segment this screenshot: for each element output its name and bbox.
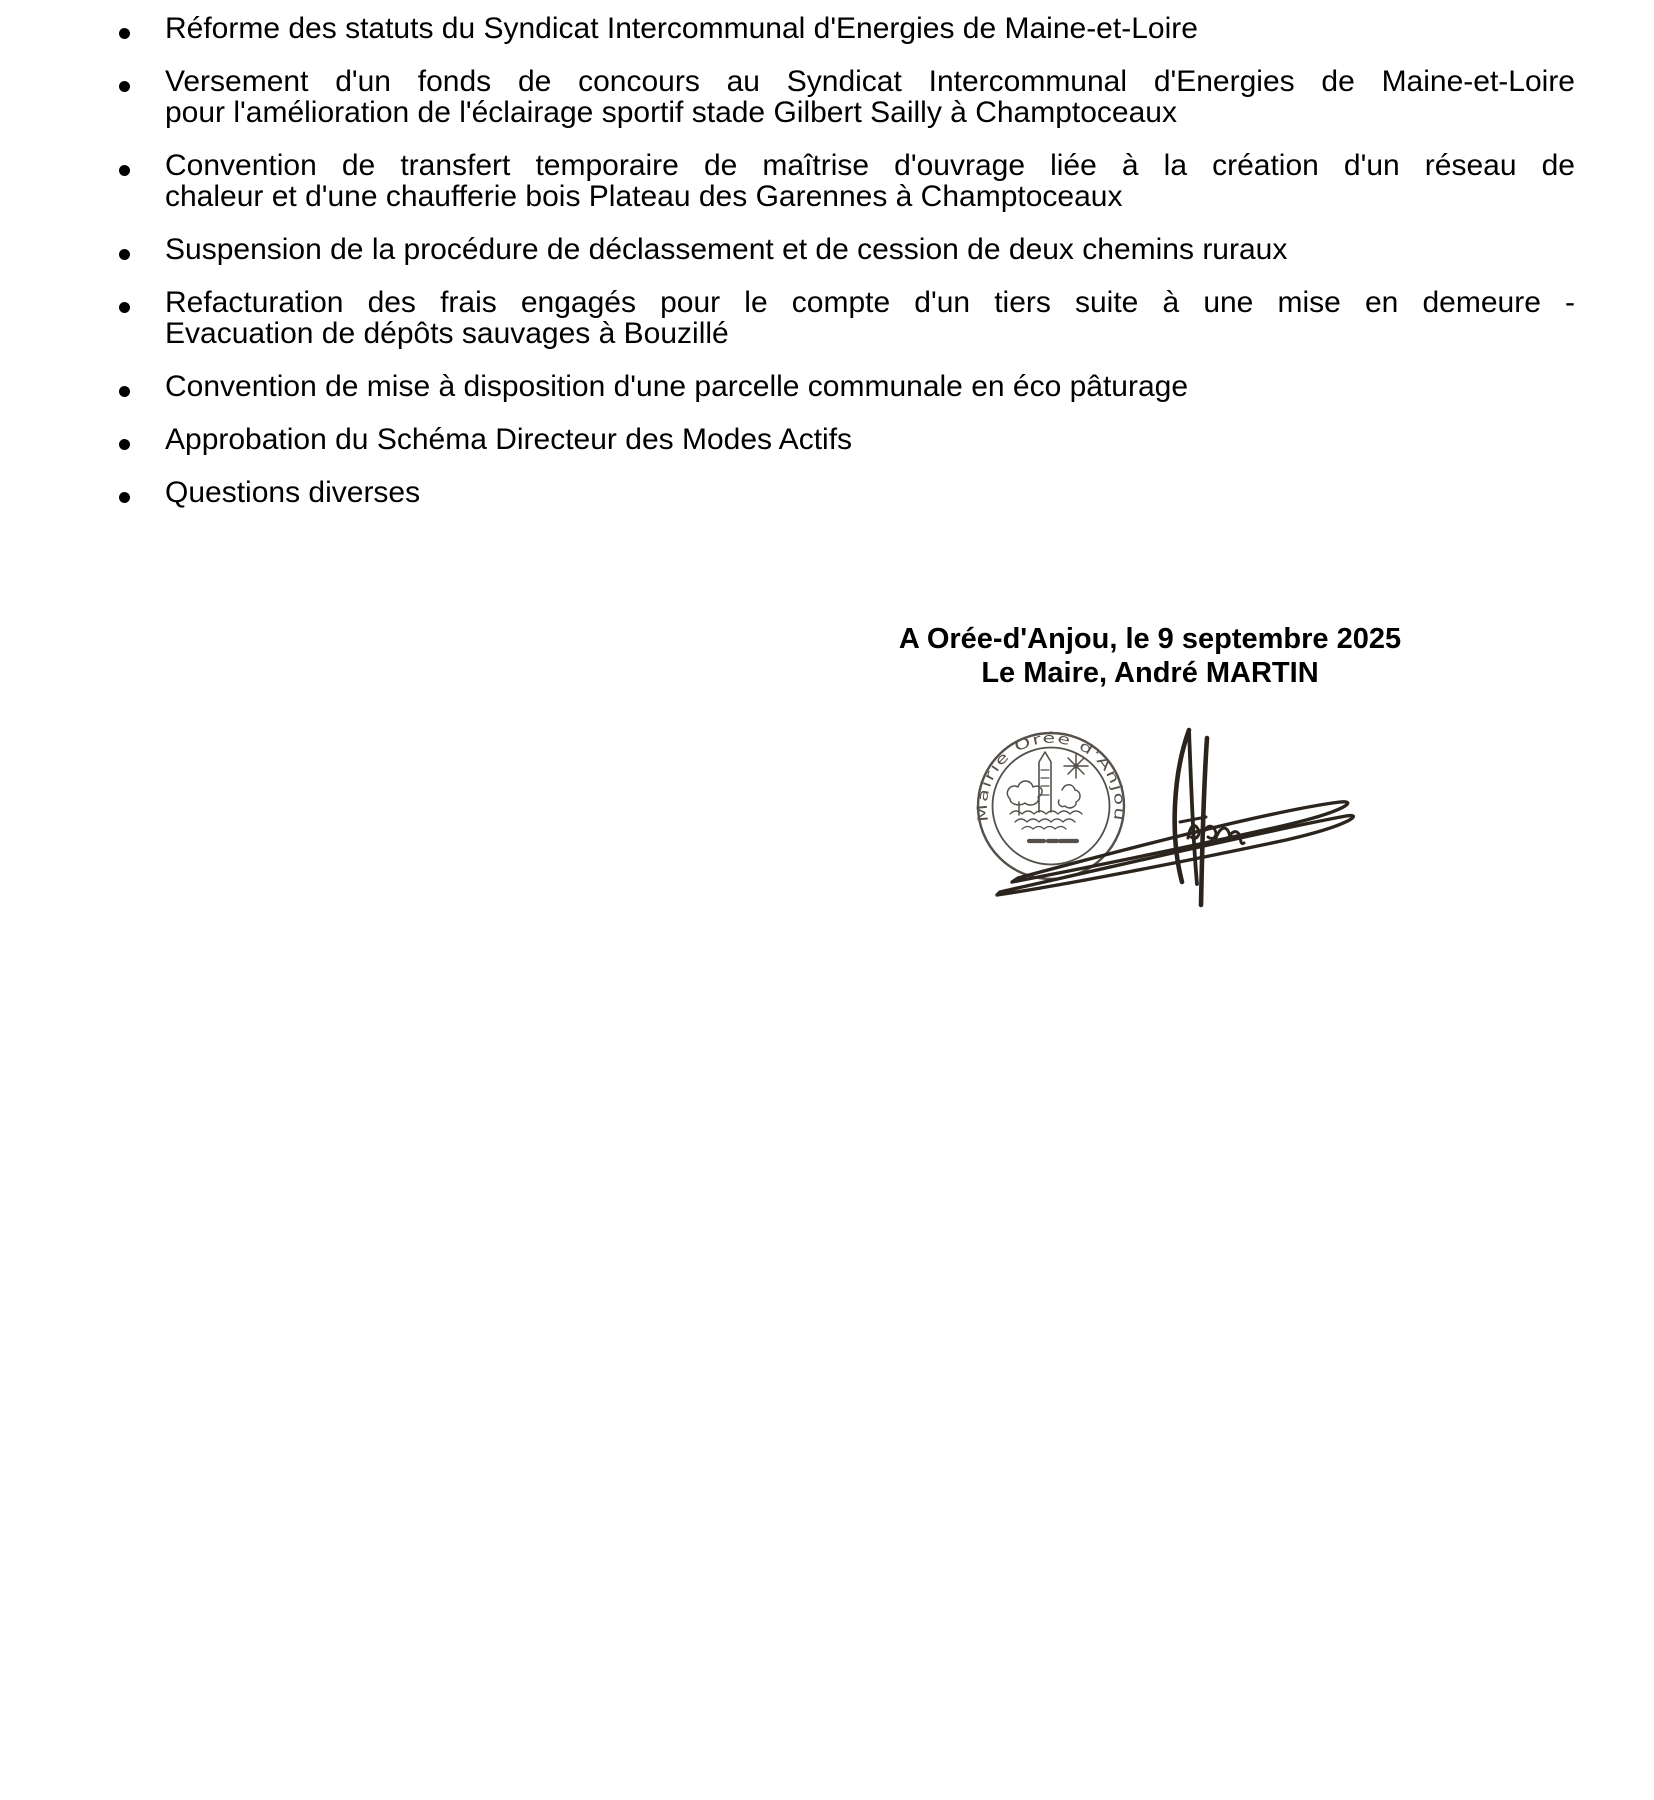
stamp-tower-emblem: [1039, 752, 1051, 812]
agenda-line: Réforme des statuts du Syndicat Intercommunal d'Energies de Maine-et-Loire: [165, 12, 1198, 45]
signatory-line: Le Maire, André MARTIN: [981, 657, 1319, 689]
agenda-line: Refacturation des frais engagés pour le compte d'un tiers suite à une mise en demeure -: [165, 286, 1575, 319]
agenda-line: Evacuation de dépôts sauvages à Bouzillé: [165, 317, 729, 350]
agenda-line: pour l'amélioration de l'éclairage sportif stade Gilbert Sailly à Champtoceaux: [165, 96, 1177, 129]
agenda-line: Suspension de la procédure de déclassement et de cession de deux chemins ruraux: [165, 233, 1288, 266]
agenda-line: Versement d'un fonds de concours au Syndicat Intercommunal d'Energies de Maine-et-Loire: [165, 65, 1575, 98]
agenda-item: [165, 371, 1575, 402]
agenda-line: Convention de mise à disposition d'une parcelle communale en éco pâturage: [165, 370, 1189, 403]
agenda-line: Convention de transfert temporaire de maîtrise d'ouvrage liée à la création d'un réseau de: [165, 149, 1575, 182]
agenda-line: chaleur et d'une chaufferie bois Plateau des Garennes à Champtoceaux: [165, 180, 1123, 213]
agenda-item: [165, 150, 1575, 212]
agenda-item: [165, 66, 1575, 128]
agenda-line: Questions diverses: [165, 476, 421, 509]
stamp-arc-label: Mairie Orée d'Anjou: [974, 730, 1128, 823]
agenda-item: [165, 477, 1575, 508]
stamp-signature-graphic: [930, 698, 1360, 910]
stamp-star-emblem: [1064, 754, 1088, 778]
agenda-list: [165, 13, 1575, 508]
agenda-item: [165, 234, 1575, 265]
agenda-item: [165, 13, 1575, 44]
agenda-line: Approbation du Schéma Directeur des Modes Actifs: [165, 423, 853, 456]
agenda-item: [165, 424, 1575, 455]
closing-block: [810, 622, 1490, 690]
stamp-figure-emblem: [1058, 785, 1080, 808]
stamp-base-rocks: [1010, 811, 1082, 829]
stamp-tree-emblem: [1007, 781, 1042, 815]
stamp-and-signature: [930, 698, 1360, 910]
place-date-line: A Orée-d'Anjou, le 9 septembre 2025: [898, 623, 1402, 655]
agenda-item: [165, 287, 1575, 349]
